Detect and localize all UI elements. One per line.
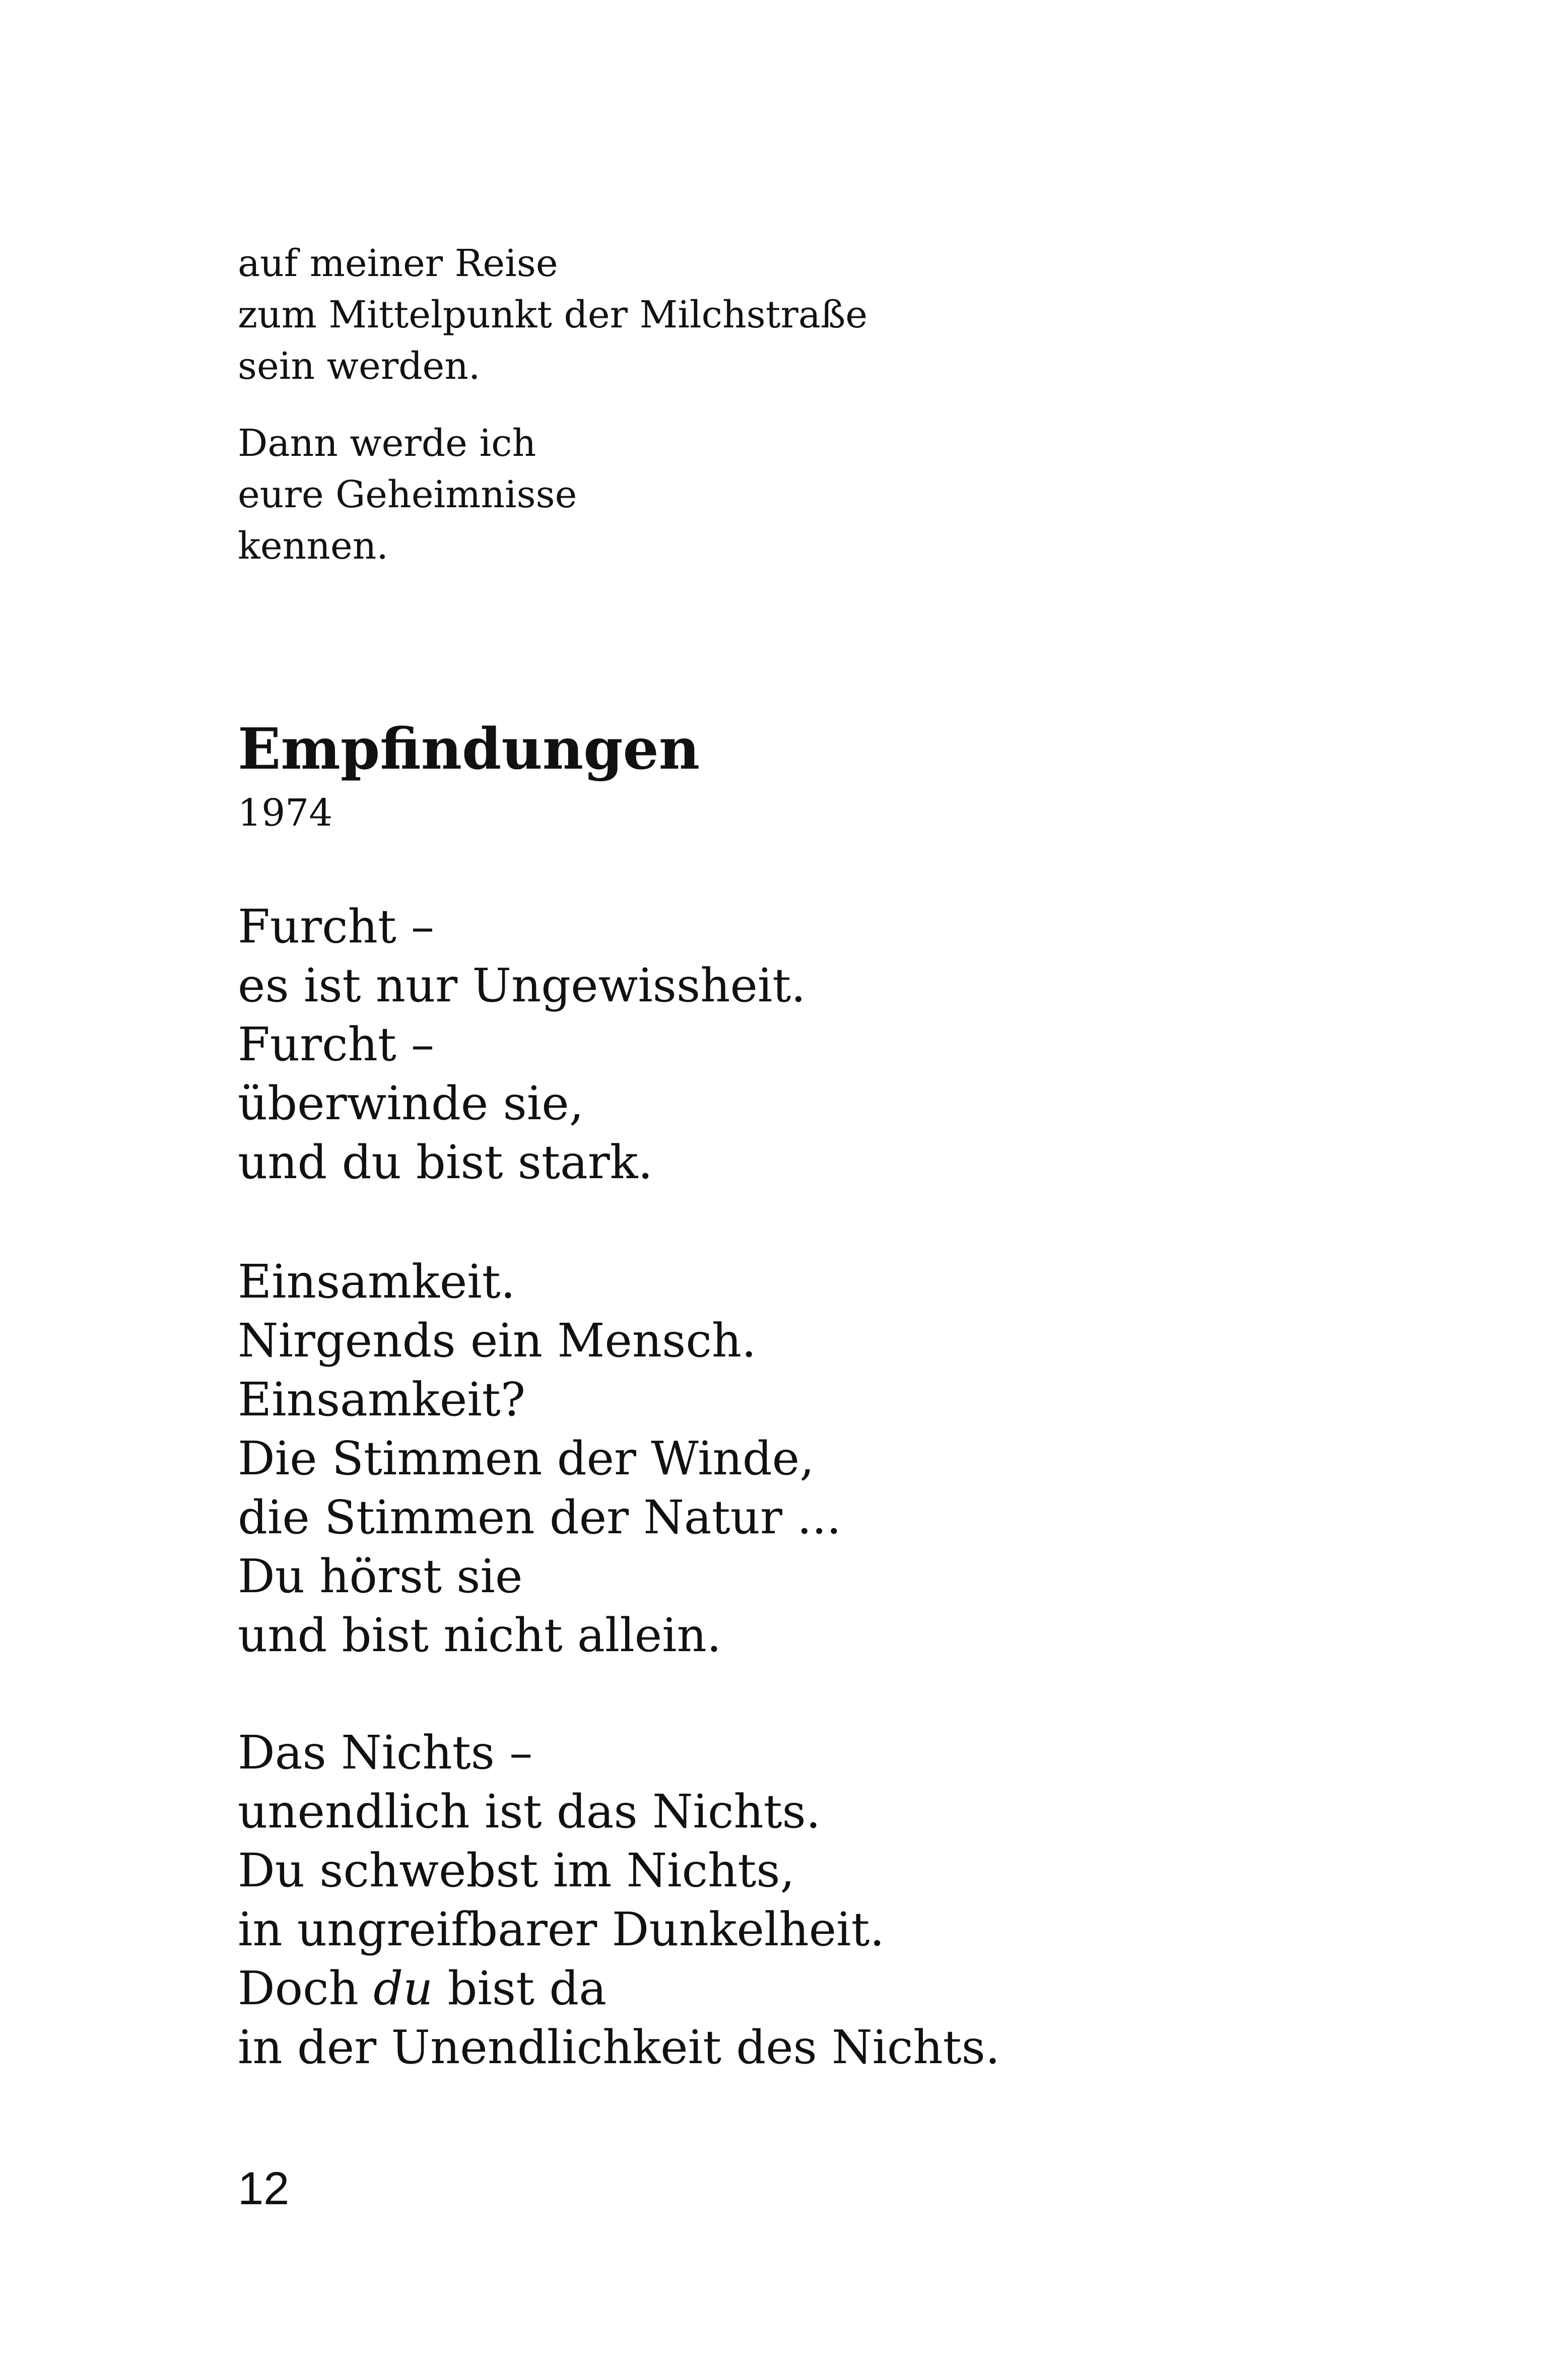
poem-line: kennen. <box>238 524 388 568</box>
poem-line: und du bist stark. <box>238 1135 653 1189</box>
poem-line: die Stimmen der Natur ... <box>238 1490 841 1544</box>
poem-line: Einsamkeit? <box>238 1373 526 1426</box>
poem-line: Du hörst sie <box>238 1549 523 1603</box>
poem-line: Nirgends ein Mensch. <box>238 1314 757 1368</box>
poem-line: zum Mittelpunkt der Milchstraße <box>238 293 868 336</box>
poem-line: Dann werde ich <box>238 422 536 465</box>
emphasized-word: du <box>373 1961 433 2015</box>
poem-stanza-2 <box>238 1252 841 1665</box>
poem-line: eure Geheimnisse <box>238 473 577 516</box>
poem-line: Furcht – <box>238 900 435 954</box>
poem-stanza-3 <box>238 1723 1000 2077</box>
poem-line-with-emphasis <box>238 1959 1000 2018</box>
poem-line: überwinde sie, <box>238 1076 584 1130</box>
poem-line: in ungreifbarer Dunkelheit. <box>238 1902 885 1956</box>
poem-line: Du schwebst im Nichts, <box>238 1844 795 1897</box>
poem-line: Furcht – <box>238 1017 435 1071</box>
poem-line: sein werden. <box>238 345 481 388</box>
poem-line: und bist nicht allein. <box>238 1608 722 1662</box>
poem-line: Die Stimmen der Winde, <box>238 1432 815 1485</box>
poem-line-start: Doch <box>238 1961 359 2015</box>
poem-year: 1974 <box>238 791 333 835</box>
page-number: 12 <box>238 2163 290 2214</box>
poem-line: Einsamkeit. <box>238 1255 515 1309</box>
poem-line: auf meiner Reise <box>238 242 558 285</box>
continued-poem-stanza-2 <box>238 418 577 572</box>
poem-line-end: bist da <box>447 1961 607 2015</box>
poem-line: unendlich ist das Nichts. <box>238 1785 821 1839</box>
poem-line: in der Unendlichkeit des Nichts. <box>238 2020 1000 2074</box>
poem-line: es ist nur Ungewissheit. <box>238 959 806 1012</box>
poem-title: Empfindungen <box>238 716 700 782</box>
poem-stanza-1 <box>238 897 806 1192</box>
continued-poem-stanza-1 <box>238 238 867 392</box>
poem-line: Das Nichts – <box>238 1726 533 1780</box>
